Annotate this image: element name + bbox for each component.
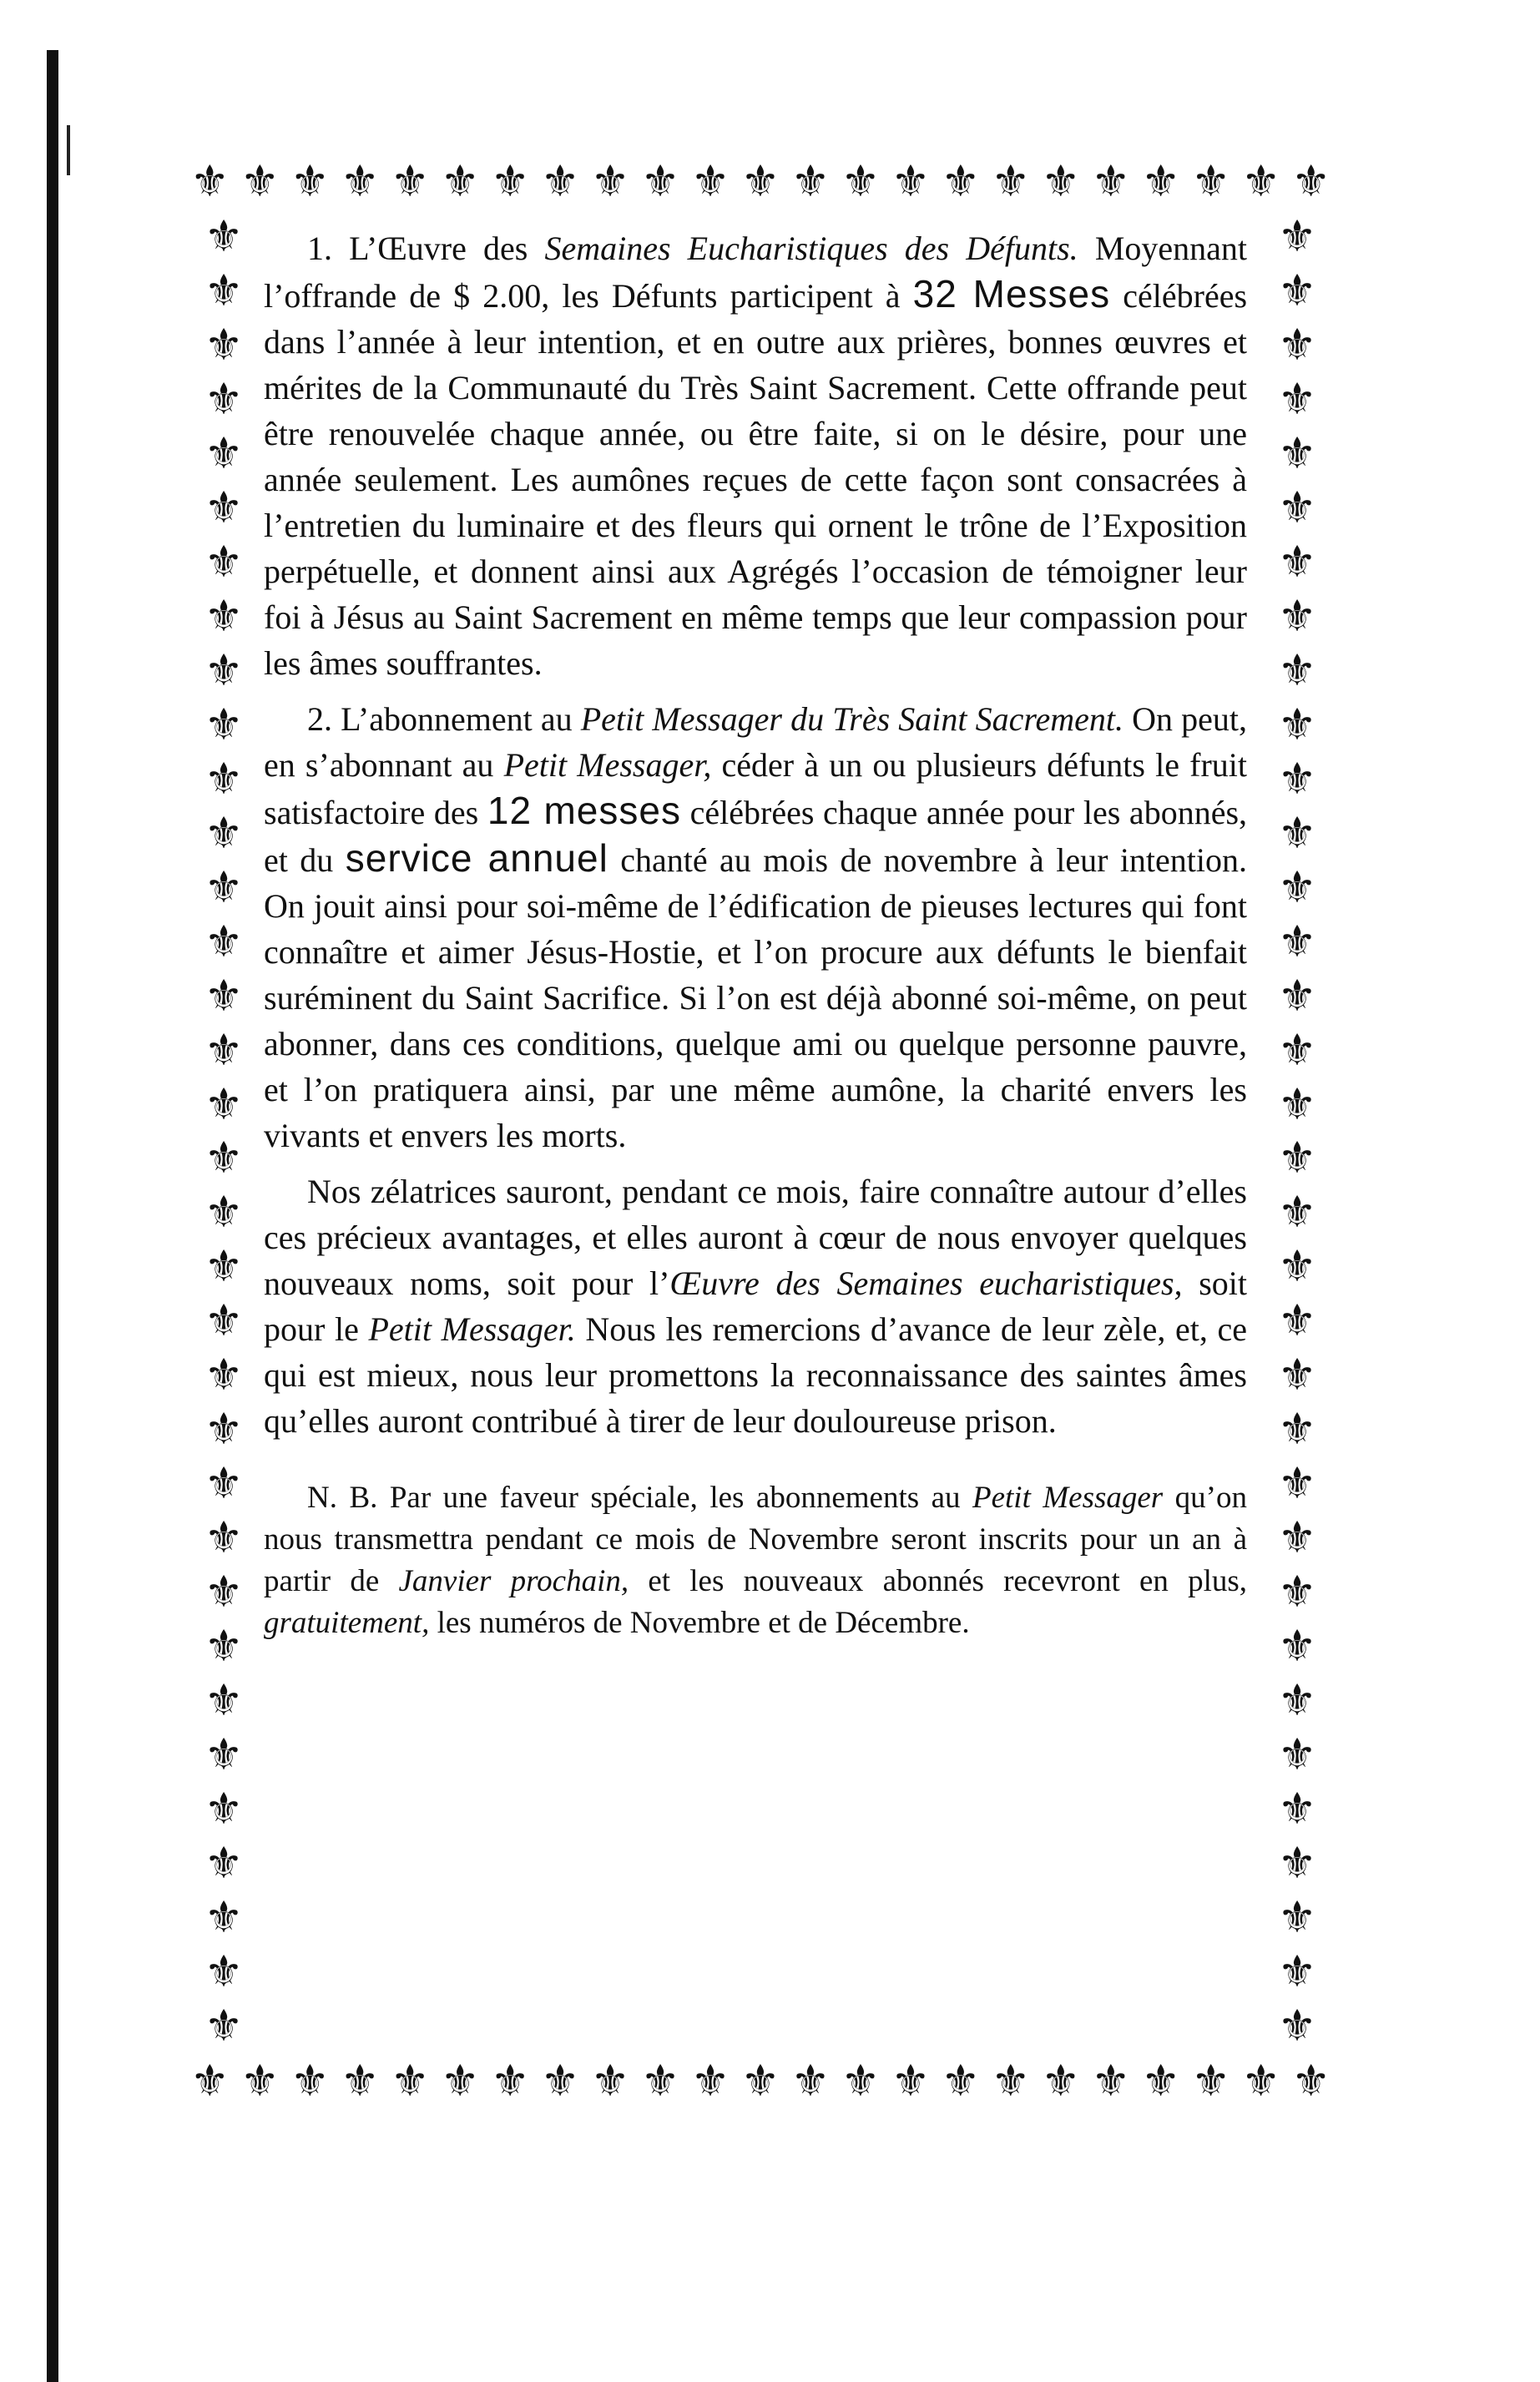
fleur-de-lis-icon: ⚜ (190, 2056, 230, 2107)
fleur-de-lis-icon: ⚜ (590, 2056, 630, 2107)
page-text (264, 225, 1247, 1644)
fleur-de-lis-icon: ⚜ (640, 157, 680, 207)
fleur-de-lis-icon: ⚜ (1277, 699, 1317, 750)
fleur-de-lis-icon: ⚜ (390, 157, 430, 207)
fleur-de-lis-icon: ⚜ (204, 1133, 244, 1184)
paragraph-zelatrices (264, 1168, 1247, 1444)
paragraph-nota-bene (264, 1477, 1247, 1644)
fleur-de-lis-icon: ⚜ (204, 1025, 244, 1076)
fleur-de-lis-icon: ⚜ (1277, 591, 1317, 642)
fleur-de-lis-icon: ⚜ (190, 157, 230, 207)
fleur-de-lis-icon: ⚜ (1141, 2056, 1181, 2107)
fleur-de-lis-icon: ⚜ (204, 2001, 244, 2048)
fleur-de-lis-icon: ⚜ (1277, 215, 1317, 262)
fleur-de-lis-icon: ⚜ (590, 157, 630, 207)
fleur-de-lis-icon: ⚜ (1277, 1730, 1317, 1781)
fleur-de-lis-icon: ⚜ (204, 1622, 244, 1673)
fleur-de-lis-icon: ⚜ (1277, 971, 1317, 1022)
body-text: les numéros de Novembre et de Décembre. (437, 1606, 970, 1640)
item-title: Petit Messager. (368, 1310, 576, 1348)
item-title: Janvier prochain, (398, 1564, 629, 1598)
fleur-de-lis-icon: ⚜ (1277, 754, 1317, 805)
body-text: célébrées chaque année pour les abonnés, et du (264, 794, 1248, 879)
fleur-de-lis-icon: ⚜ (1241, 2056, 1280, 2107)
fleur-de-lis-icon: ⚜ (690, 157, 730, 207)
fleur-de-lis-icon: ⚜ (740, 2056, 780, 2107)
fleur-de-lis-icon: ⚜ (204, 1947, 244, 1997)
item-number: 1. (307, 230, 332, 267)
fleur-de-lis-icon: ⚜ (891, 157, 931, 207)
fleur-de-lis-icon: ⚜ (1277, 1242, 1317, 1293)
fleur-de-lis-icon: ⚜ (204, 320, 244, 371)
item-lead: L’Œuvre des (349, 230, 528, 267)
fleur-de-lis-icon: ⚜ (740, 157, 780, 207)
fleur-de-lis-icon: ⚜ (204, 916, 244, 967)
fleur-de-lis-icon: ⚜ (1277, 1839, 1317, 1890)
body-text: céder à un ou plusieurs défunts le fruit satisfactoire des (264, 746, 1248, 831)
fleur-de-lis-icon: ⚜ (204, 1296, 244, 1347)
fleur-de-lis-icon: ⚜ (1277, 482, 1317, 533)
fleur-de-lis-icon: ⚜ (204, 971, 244, 1022)
fleur-de-lis-icon: ⚜ (991, 157, 1031, 207)
masses-count: 32 Messes (912, 272, 1111, 315)
item-title: Petit Messager (972, 1481, 1164, 1515)
fleur-de-lis-icon: ⚜ (204, 1242, 244, 1293)
fleur-de-lis-icon: ⚜ (891, 2056, 931, 2107)
fleur-de-lis-icon: ⚜ (540, 157, 580, 207)
fleur-de-lis-icon: ⚜ (204, 1079, 244, 1130)
fleur-de-lis-icon: ⚜ (1277, 1622, 1317, 1673)
fleur-de-lis-icon: ⚜ (204, 374, 244, 425)
fleur-de-lis-icon: ⚜ (1141, 157, 1181, 207)
fleur-de-lis-icon: ⚜ (1277, 374, 1317, 425)
fleur-de-lis-icon: ⚜ (204, 1405, 244, 1456)
body-text: chanté au mois de novembre à leur intention. On jouit ainsi pour soi-même de l’édification de pieuses lectures qui font connaître et aimer Jésus-Hostie, et l’on procure aux défunts le bienfait suréminent du Saint Sacrifice. Si l’on est déjà abonné soi-même, on peut abonner, dans ces conditions, quelque ami ou quelque personne pauvre, et l’on pratiquera ainsi, par une même aumône, la charité envers les vivants et envers les morts. (264, 841, 1248, 1154)
item-title: Œuvre des Semaines eucharistiques, (669, 1264, 1183, 1302)
fleur-de-lis-icon: ⚜ (1277, 1350, 1317, 1401)
item-title: Semaines Eucharistiques des Défunts. (544, 230, 1078, 267)
fleur-de-lis-icon: ⚜ (204, 215, 244, 262)
fleur-de-lis-icon: ⚜ (204, 265, 244, 316)
fleur-de-lis-icon: ⚜ (340, 157, 380, 207)
fleur-de-lis-icon: ⚜ (540, 2056, 580, 2107)
fleur-de-lis-icon: ⚜ (204, 482, 244, 533)
fleur-de-lis-icon: ⚜ (204, 808, 244, 859)
fleur-de-lis-icon: ⚜ (790, 157, 831, 207)
fleur-de-lis-icon: ⚜ (1041, 2056, 1081, 2107)
fleur-de-lis-icon: ⚜ (204, 1839, 244, 1890)
border-right (1264, 215, 1330, 2048)
fleur-de-lis-icon: ⚜ (204, 1730, 244, 1781)
fleur-de-lis-icon: ⚜ (204, 645, 244, 696)
fleur-de-lis-icon: ⚜ (240, 2056, 280, 2107)
body-text: Nous les remercions d’avance de leur zèle, et, ce qui est mieux, nous leur promettons la reconnaissance des saintes âmes qu’elles auront contribué à tirer de leur douloureuse prison. (264, 1310, 1248, 1440)
ornamental-frame (190, 149, 1330, 2115)
fleur-de-lis-icon: ⚜ (941, 2056, 981, 2107)
fleur-de-lis-icon: ⚜ (204, 428, 244, 479)
fleur-de-lis-icon: ⚜ (1191, 157, 1230, 207)
fleur-de-lis-icon: ⚜ (1277, 1567, 1317, 1618)
fleur-de-lis-icon: ⚜ (1277, 1133, 1317, 1184)
fleur-de-lis-icon: ⚜ (1277, 1513, 1317, 1564)
fleur-de-lis-icon: ⚜ (1277, 862, 1317, 913)
fleur-de-lis-icon: ⚜ (1277, 1893, 1317, 1944)
fleur-de-lis-icon: ⚜ (1041, 157, 1081, 207)
fleur-de-lis-icon: ⚜ (490, 2056, 530, 2107)
body-text: soit pour le (264, 1264, 1248, 1348)
border-bottom (190, 2048, 1330, 2115)
scan-edge-mark (67, 125, 70, 175)
free-note: gratuitement, (264, 1606, 430, 1640)
fleur-de-lis-icon: ⚜ (1277, 1676, 1317, 1727)
fleur-de-lis-icon: ⚜ (1277, 1405, 1317, 1456)
fleur-de-lis-icon: ⚜ (1277, 1188, 1317, 1239)
body-text: N. B. Par une faveur spéciale, les abonnements au (307, 1481, 961, 1515)
fleur-de-lis-icon: ⚜ (1277, 645, 1317, 696)
fleur-de-lis-icon: ⚜ (490, 157, 530, 207)
fleur-de-lis-icon: ⚜ (1277, 1947, 1317, 1997)
fleur-de-lis-icon: ⚜ (841, 2056, 881, 2107)
border-left (190, 215, 257, 2048)
fleur-de-lis-icon: ⚜ (1091, 157, 1131, 207)
fleur-de-lis-icon: ⚜ (1291, 157, 1330, 207)
item-lead: L’abonnement au (341, 700, 573, 738)
item-title: Petit Messager, (503, 746, 712, 784)
fleur-de-lis-icon: ⚜ (204, 1188, 244, 1239)
fleur-de-lis-icon: ⚜ (1091, 2056, 1131, 2107)
body-text: Moyennant l’offrande de $ 2.00, les Défunts participent à (264, 230, 1248, 315)
fleur-de-lis-icon: ⚜ (340, 2056, 380, 2107)
fleur-de-lis-icon: ⚜ (790, 2056, 831, 2107)
fleur-de-lis-icon: ⚜ (240, 157, 280, 207)
fleur-de-lis-icon: ⚜ (204, 1459, 244, 1510)
fleur-de-lis-icon: ⚜ (390, 2056, 430, 2107)
fleur-de-lis-icon: ⚜ (690, 2056, 730, 2107)
fleur-de-lis-icon: ⚜ (1277, 2001, 1317, 2048)
fleur-de-lis-icon: ⚜ (1277, 1459, 1317, 1510)
fleur-de-lis-icon: ⚜ (1277, 1079, 1317, 1130)
body-text: qu’on nous transmettra pendant ce mois de Novembre seront inscrits pour un an à partir de (264, 1481, 1247, 1598)
body-text: Nos zélatrices sauront, pendant ce mois, faire connaître autour d’elles ces précieux avantages, et elles auront à cœur de nous envoyer quelques nouveaux noms, soit pour l’ (264, 1173, 1247, 1302)
fleur-de-lis-icon: ⚜ (1277, 320, 1317, 371)
fleur-de-lis-icon: ⚜ (1277, 1784, 1317, 1835)
fleur-de-lis-icon: ⚜ (1191, 2056, 1230, 2107)
masses-count: 12 messes (487, 789, 681, 832)
fleur-de-lis-icon: ⚜ (941, 157, 981, 207)
fleur-de-lis-icon: ⚜ (290, 157, 330, 207)
body-text: On peut, en s’abonnant au (264, 700, 1248, 784)
fleur-de-lis-icon: ⚜ (991, 2056, 1031, 2107)
border-top (190, 149, 1330, 215)
fleur-de-lis-icon: ⚜ (204, 862, 244, 913)
fleur-de-lis-icon: ⚜ (841, 157, 881, 207)
fleur-de-lis-icon: ⚜ (1277, 808, 1317, 859)
service-annuel: service annuel (345, 836, 608, 880)
fleur-de-lis-icon: ⚜ (440, 2056, 480, 2107)
fleur-de-lis-icon: ⚜ (440, 157, 480, 207)
fleur-de-lis-icon: ⚜ (204, 1893, 244, 1944)
fleur-de-lis-icon: ⚜ (1241, 157, 1280, 207)
body-text: et les nouveaux abonnés recevront en plus, (648, 1564, 1248, 1598)
fleur-de-lis-icon: ⚜ (290, 2056, 330, 2107)
fleur-de-lis-icon: ⚜ (1277, 537, 1317, 588)
fleur-de-lis-icon: ⚜ (204, 1784, 244, 1835)
fleur-de-lis-icon: ⚜ (204, 754, 244, 805)
fleur-de-lis-icon: ⚜ (204, 1676, 244, 1727)
fleur-de-lis-icon: ⚜ (204, 699, 244, 750)
fleur-de-lis-icon: ⚜ (204, 591, 244, 642)
paragraph-abonnement (264, 696, 1247, 1158)
fleur-de-lis-icon: ⚜ (204, 1350, 244, 1401)
fleur-de-lis-icon: ⚜ (1277, 428, 1317, 479)
body-text: célébrées dans l’année à leur intention, et en outre aux prières, bonnes œuvres et mérites de la Communauté du Très Saint Sacrement. Cette offrande peut être renouvelée chaque année, ou être faite, si on le désire, pour une année seulement. Les aumônes reçues de cette façon sont consacrées à l’entretien du luminaire et des fleurs qui ornent le trône de l’Exposition perpétuelle, et donnent ainsi aux Agrégés l’occasion de témoigner leur foi à Jésus au Saint Sacrement en même temps que leur compassion pour les âmes souffrantes. (264, 277, 1248, 682)
fleur-de-lis-icon: ⚜ (640, 2056, 680, 2107)
item-number: 2. (307, 700, 332, 738)
fleur-de-lis-icon: ⚜ (1277, 1025, 1317, 1076)
fleur-de-lis-icon: ⚜ (1277, 916, 1317, 967)
fleur-de-lis-icon: ⚜ (1277, 1296, 1317, 1347)
fleur-de-lis-icon: ⚜ (1277, 265, 1317, 316)
fleur-de-lis-icon: ⚜ (204, 537, 244, 588)
fleur-de-lis-icon: ⚜ (204, 1513, 244, 1564)
paragraph-oeuvre (264, 225, 1247, 686)
fleur-de-lis-icon: ⚜ (1291, 2056, 1330, 2107)
fleur-de-lis-icon: ⚜ (204, 1567, 244, 1618)
scan-edge-bar (47, 50, 58, 2382)
item-title: Petit Messager du Très Saint Sacrement. (580, 700, 1123, 738)
